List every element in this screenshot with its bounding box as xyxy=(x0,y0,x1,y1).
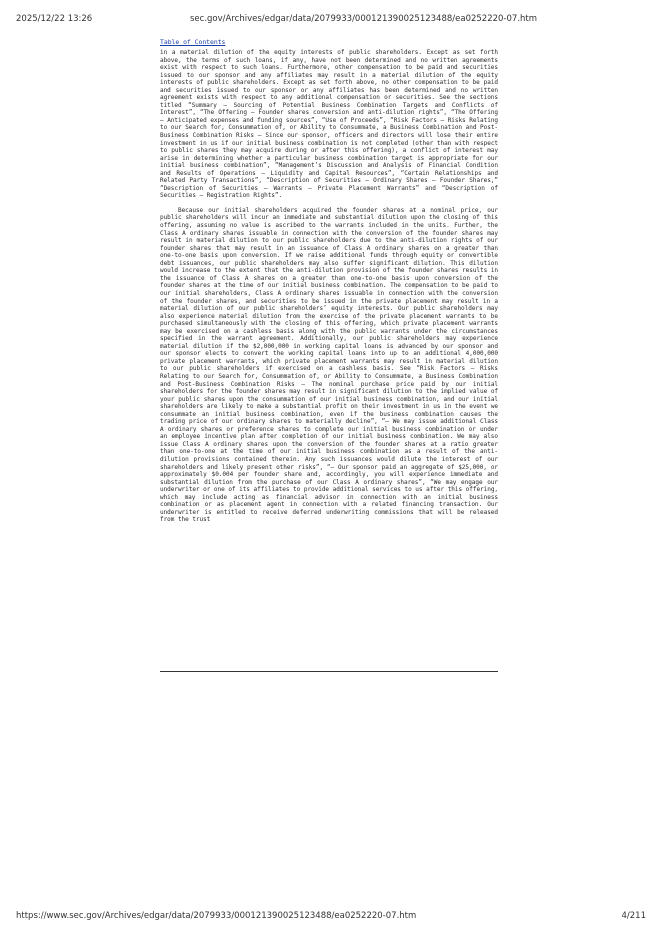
page-bottom-rule xyxy=(160,671,498,672)
print-footer-url: https://www.sec.gov/Archives/edgar/data/2079933/000121390025123488/ea0252220-07.htm xyxy=(16,911,417,921)
print-page-url: sec.gov/Archives/edgar/data/2079933/000121390025123488/ea0252220-07.htm xyxy=(190,14,538,24)
paragraph-dilution-compensation: in a material dilution of the equity interests of public shareholders. Except as set forth above, the terms of such loans, if any, have not been determined and no written agreements exist with respect to such loans. Furthermore, other compensation to be paid and securities issued to our sponsor and any affiliates may result in a material dilution of the equity interests of public shareholders. Except as set forth above, no other compensation to be paid and securities issued to our sponsor or any affiliates has been determined and no written agreement exists with respect to any additional compensation or securities. See the sections titled “Summary — Sourcing of Potential Business Combination Targets and Conflicts of Interest”, “The Offering — Founder shares conversion and anti-dilution rights”, “The Offering — Anticipated expenses and funding sources”, “Use of Proceeds”, “Risk Factors — Risks Relating to our Search for, Consummation of, or Ability to Consummate, a Business Combination and Post-Business Combination Risks — Since our sponsor, officers and directors will lose their entire investment in us if our initial business combination is not completed (other than with respect to public shares they may acquire during or after this offering), a conflict of interest may arise in determining whether a particular business combination target is appropriate for our initial business combination”, “Management’s Discussion and Analysis of Financial Condition and Results of Operations — Liquidity and Capital Resources”, “Certain Relationships and Related Party Transactions”, “Description of Securities — Ordinary Shares — Founder Shares,” “Description of Securities — Warrants — Private Placement Warrants” and “Description of Securities — Registration Rights”. xyxy=(160,49,498,200)
table-of-contents-link[interactable]: Table of Contents xyxy=(160,38,226,46)
document-body xyxy=(160,49,498,524)
print-page-counter: 4/211 xyxy=(621,911,646,921)
print-datetime: 2025/12/22 13:26 xyxy=(16,14,93,24)
paragraph-founder-shares-dilution: Because our initial shareholders acquired the founder shares at a nominal price, our public shareholders will incur an immediate and substantial dilution upon the closing of this offering, assuming no value is ascribed to the warrants included in the units. Further, the Class A ordinary shares issuable in connection with the conversion of the founder shares may result in material dilution to our public shareholders due to the anti-dilution rights of our founder shares that may result in an issuance of Class A ordinary shares on a greater than one-to-one basis upon conversion. If we raise additional funds through equity or convertible debt issuances, our public shareholders may also suffer significant dilution. This dilution would increase to the extent that the anti-dilution provision of the founder shares results in the issuance of Class A shares on a greater than one-to-one basis upon conversion of the founder shares at the time of our initial business combination. The compensation to be paid to our initial shareholders, Class A ordinary shares issuable in connection with the conversion of the founder shares, and securities to be issued in the private placement may result in a material dilution of our public shareholders’ equity interests. Our public shareholders may also experience material dilution from the exercise of the private placement warrants to be purchased simultaneously with the closing of this offering, which private placement warrants may be exercised on a cashless basis along with the public warrants under the circumstances specified in the warrant agreement. Additionally, our public shareholders may experience material dilution if the $2,000,000 in working capital loans is advanced by our sponsor and our sponsor elects to convert the working capital loans into up to an additional 4,000,000 private placement warrants, which private placement warrants may result in material dilution to our public shareholders if exercised on a cashless basis. See “Risk Factors — Risks Relating to our Search for, Consummation of, or Ability to Consummate, a Business Combination and Post-Business Combination Risks — The nominal purchase price paid by our initial shareholders for the founder shares may result in significant dilution to the implied value of your public shares upon the consummation of our initial business combination, and our initial shareholders are likely to make a substantial profit on their investment in us in the event we consummate an initial business combination, even if the business combination causes the trading price of our ordinary shares to materially decline”, “— We may issue additional Class A ordinary shares or preference shares to complete our initial business combination or under an employee incentive plan after completion of our initial business combination. We may also issue Class A ordinary shares upon the conversion of the founder shares at a ratio greater than one-to-one at the time of our initial business combination as a result of the anti-dilution provisions contained therein. Any such issuances would dilute the interest of our shareholders and likely present other risks”, “— Our sponsor paid an aggregate of $25,000, or approximately $0.004 per founder share and, accordingly, you will experience immediate and substantial dilution from the purchase of our Class A ordinary shares”, “We may engage our underwriter or one of its affiliates to provide additional services to us after this offering, which may include acting as financial advisor in connection with an initial business combination or as placement agent in connection with a related financing transaction. Our underwriter is entitled to receive deferred underwriting commissions that will be released from the trust xyxy=(160,206,498,524)
